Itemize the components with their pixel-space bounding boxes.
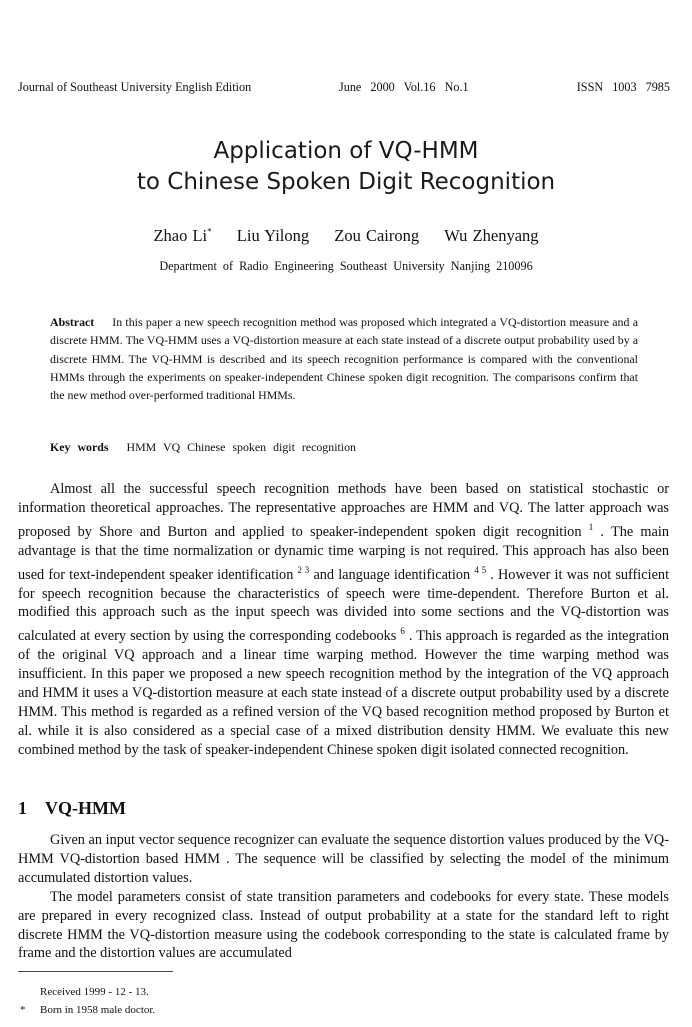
affiliation: Department of Radio Engineering Southeast University Nanjing 210096	[159, 259, 533, 273]
section-body	[18, 831, 669, 963]
keywords	[50, 440, 638, 455]
citation: 6	[400, 626, 405, 637]
footnote-divider	[18, 971, 173, 972]
author-bio: Born in 1958 male doctor.	[40, 1004, 156, 1016]
author-list	[0, 226, 692, 246]
intro-sentence: . However it was not sufficient for speech recognition because the characteristics of speech were time-dependent. Therefore Burton et al. modified this approach such as the input speech was divided into some sections and the VQ-distortion was calculated at every section by using the corresponding codebooks	[18, 566, 670, 645]
abstract	[50, 313, 638, 404]
author-2: Liu Yilong	[236, 226, 310, 245]
author-3: Zou Cairong	[334, 226, 420, 245]
author-1-name: Zhao Li	[153, 226, 208, 245]
abstract-label: Abstract	[50, 315, 95, 329]
abstract-text: In this paper a new speech recognition method was proposed which integrated a VQ-distortion measure and a discrete HMM. The VQ-HMM uses a VQ-distortion measure at each state instead of a discrete output probability used by a discrete HMM. The VQ-HMM is described and its speech recognition performance is compared with the conventional HMMs through the experiments on speaker-independent Chinese spoken digit recognition. The comparisons confirm that the new method over-performed traditional HMMs.	[50, 315, 638, 403]
author-4: Wu Zhenyang	[444, 226, 539, 245]
received-date: Received 1999 - 12 - 13.	[40, 986, 149, 998]
issue-info: June 2000 Vol.16 No.1	[339, 80, 469, 94]
footnote-author	[18, 1001, 155, 1019]
intro-sentence: . This approach is regarded as the integration of the original VQ approach and a linear time warping method. However the time warping method was insufficient. In this paper we proposed a new speech recognition method by the integration of the VQ approach and HMM it uses a VQ-distortion measure at each state instead of a discrete output probability used by a discrete HMM. This method is regarded as a refined version of the VQ based recognition method proposed by Burton et al. while it is also considered as a special case of a mixed distribution density HMM. We evaluate this new combined method by the task of speaker-independent Chinese spoken digit isolated connected recognition.	[18, 628, 670, 758]
section-title: VQ-HMM	[45, 798, 126, 818]
section-number: 1	[18, 798, 27, 818]
citation: 4 5	[474, 564, 487, 575]
issn: ISSN 1003 7985	[576, 80, 670, 94]
author-1-footnote-mark: *	[207, 226, 212, 237]
journal-name: Journal of Southeast University English Edition	[18, 80, 252, 94]
section-paragraph-2: The model parameters consist of state transition parameters and codebooks for every state. These models are prepared in every recognized class. Instead of output probability at a state for the standard left to right discrete HMM the VQ-distortion measure using the codebook corresponding to the state is calculated frame by frame and the distortion values are accumulated	[18, 888, 669, 962]
footnote-received	[18, 983, 155, 1001]
section-paragraph-1: Given an input vector sequence recognizer can evaluate the sequence distortion values produced by the VQ-HMM VQ-distortion based HMM . The sequence will be classified by selecting the model of the minimum accumulated distortion values.	[18, 832, 669, 886]
footnotes	[18, 983, 155, 1019]
section-heading	[18, 798, 126, 819]
author-1	[153, 226, 211, 245]
intro-paragraph	[18, 480, 669, 760]
intro-text	[18, 480, 669, 760]
citation: 1	[588, 521, 594, 532]
keywords-text: HMM VQ Chinese spoken digit recognition	[126, 440, 357, 454]
intro-sentence: Almost all the successful speech recognition methods have been based on statistical stochastic or information theoretical approaches. The representative approaches are HMM and VQ. The latter approach was proposed by Shore and Burton and applied to speaker-independent spoken digit recognition	[18, 481, 669, 540]
title-line-1: Application of VQ-HMM	[213, 138, 479, 164]
paper-title	[0, 136, 692, 198]
keywords-label: Key words	[50, 440, 109, 454]
footnote-mark: *	[20, 1004, 26, 1016]
title-line-2: to Chinese Spoken Digit Recognition	[136, 169, 556, 195]
citation: 2 3	[297, 564, 310, 575]
intro-sentence: and language identification	[313, 566, 471, 583]
intro-sentence: . The main advantage is that the time normalization or dynamic time warping is not required. This approach has also been used for text-independent speaker identification	[18, 523, 669, 583]
